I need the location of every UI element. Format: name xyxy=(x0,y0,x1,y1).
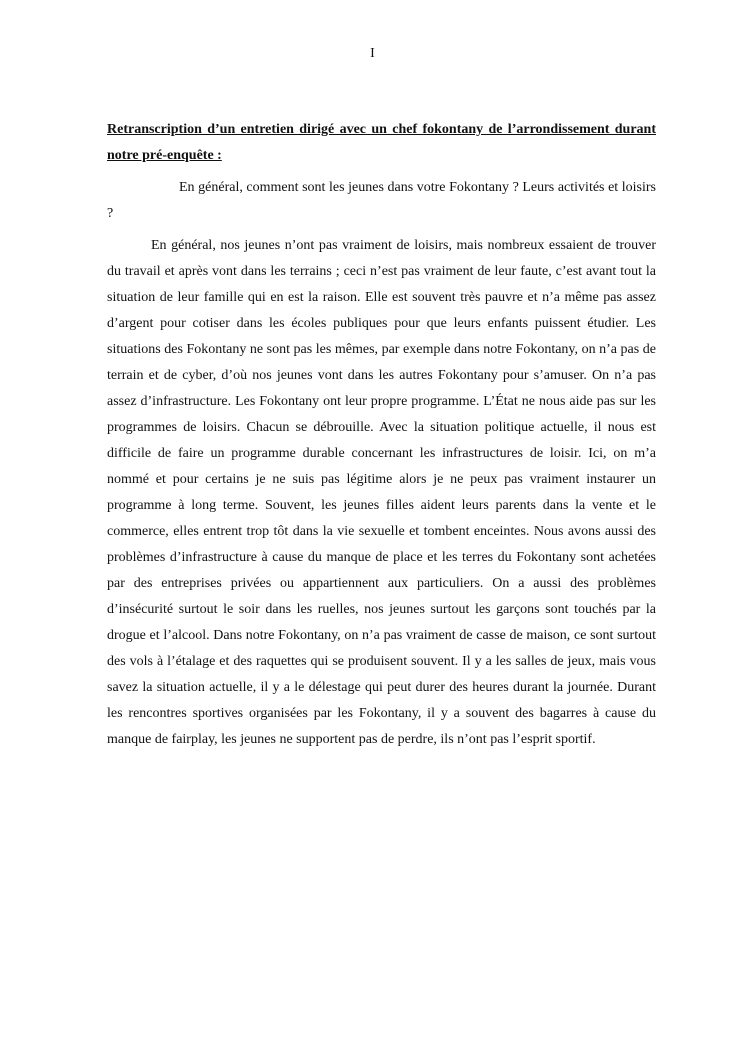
interview-answer: En général, nos jeunes n’ont pas vraiment de loisirs, mais nombreux essaient de trouver du travail et après vont dans les terrains ; ceci n’est pas vraiment de leur faute, c’est avant tout la situation de leur famille qui en est la raison. Elle est souvent très pauvre et n’a même pas assez d’argent pour cotiser dans les écoles publiques pour que leurs enfants puissent étudier. Les situations des Fokontany ne sont pas les mêmes, par exemple dans notre Fokontany, on n’a pas de terrain et de cyber, d’où nos jeunes vont dans les autres Fokontany pour s’amuser. On n’a pas assez d’infrastructure. Les Fokontany ont leur propre programme. L’État ne nous aide pas sur les programmes de loisirs. Chacun se débrouille. Avec la situation politique actuelle, il nous est difficile de faire un programme durable concernant les infrastructures de loisir. Ici, on m’a nommé et pour certains je ne suis pas légitime alors je ne peux pas vraiment instaurer un programme à long terme. Souvent, les jeunes filles aident leurs parents dans la vente et le commerce, elles entrent trop tôt dans la vie sexuelle et tombent enceintes. Nous avons aussi des problèmes d’infrastructure à cause du manque de place et les terres du Fokontany sont achetées par des entreprises privées ou appartiennent aux particuliers. On a aussi des problèmes d’insécurité surtout le soir dans les ruelles, nos jeunes surtout les garçons sont touchés par la drogue et l’alcool. Dans notre Fokontany, on n’a pas vraiment de casse de maison, ce sont surtout des vols à l’étalage et des raquettes qui se produisent souvent. Il y a les salles de jeux, mais vous savez la situation actuelle, il y a le délestage qui peut durer des heures durant la journée. Durant les rencontres sportives organisées par les Fokontany, il y a souvent des bagarres à cause du manque de fairplay, les jeunes ne supportent pas de perdre, ils n’ont pas l’esprit sportif. xyxy=(107,238,656,747)
page-number: I xyxy=(370,46,375,61)
interview-heading: Retranscription d’un entretien dirigé avec un chef fokontany de l’arrondissement durant notre pré-enquête : xyxy=(107,122,656,163)
document-body xyxy=(107,117,656,753)
interview-question: En général, comment sont les jeunes dans votre Fokontany ? Leurs activités et loisirs ? xyxy=(107,180,656,221)
